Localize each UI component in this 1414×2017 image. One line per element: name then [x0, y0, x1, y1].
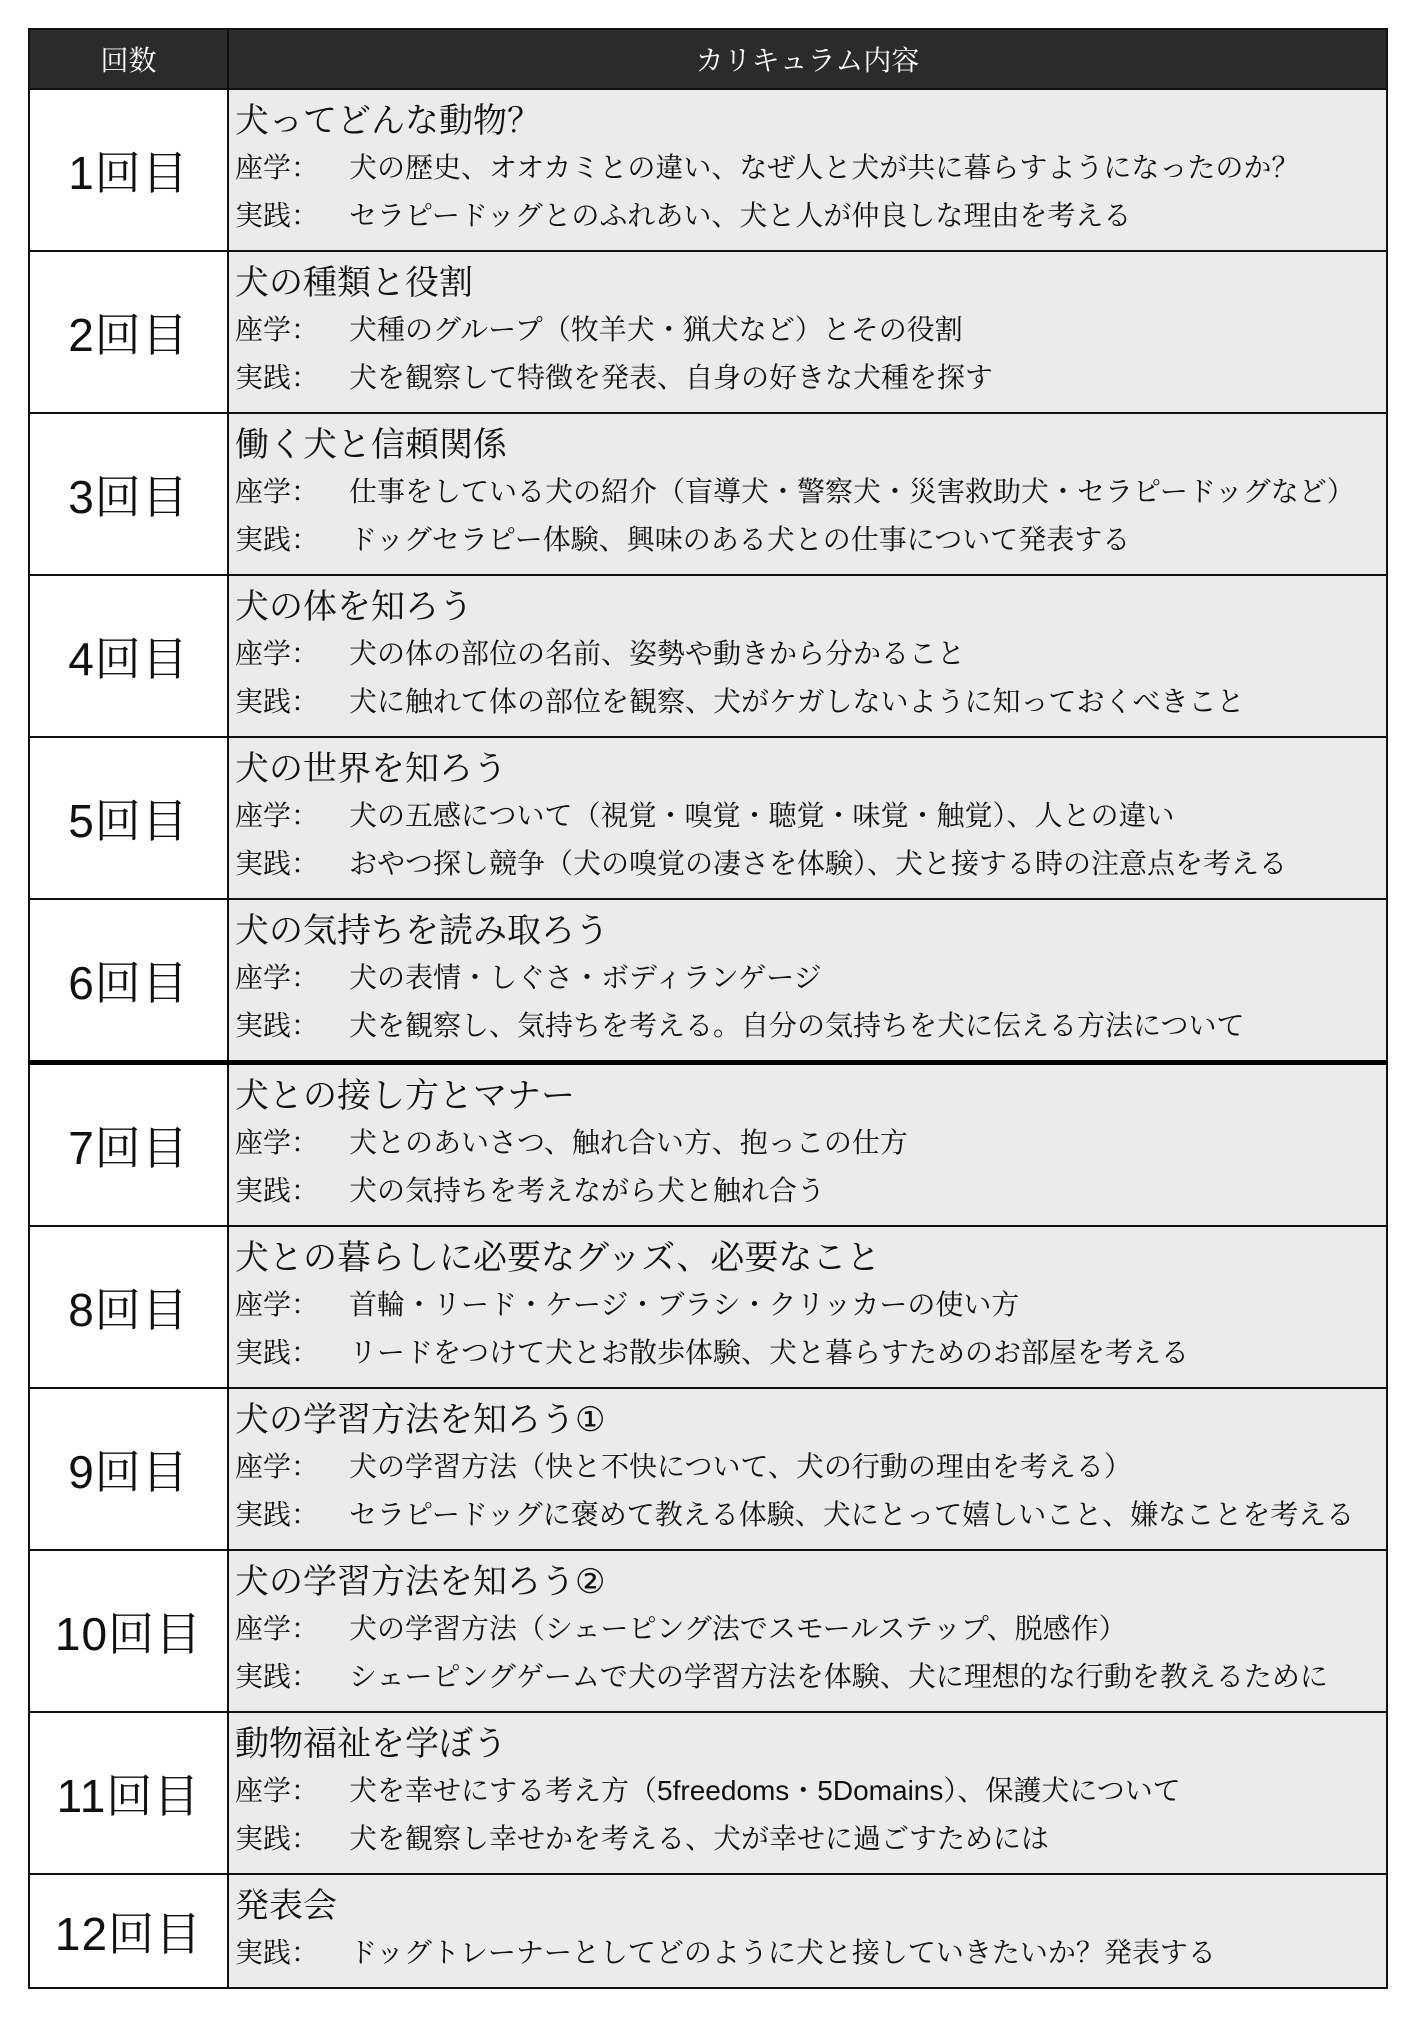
session-number: 1回目	[29, 89, 228, 251]
lecture-text: 犬とのあいさつ、触れ合い方、抱っこの仕方	[349, 1127, 908, 1158]
practice-text: セラピードッグとのふれあい、犬と人が仲良しな理由を考える	[349, 200, 1132, 231]
lecture-label: 座学：	[235, 1289, 320, 1320]
lecture-line	[235, 1443, 1378, 1491]
curriculum-cell	[228, 1063, 1387, 1227]
practice-label: 実践：	[235, 524, 320, 555]
practice-text: 犬の気持ちを考えながら犬と触れ合う	[349, 1175, 826, 1206]
lesson-title: 犬の学習方法を知ろう①	[235, 1401, 606, 1439]
table-row	[29, 89, 1387, 251]
lecture-text: 犬の表情・しぐさ・ボディランゲージ	[349, 962, 822, 993]
lecture-text: 首輪・リード・ケージ・ブラシ・クリッカーの使い方	[349, 1289, 1020, 1320]
lecture-label: 座学：	[235, 152, 320, 183]
table-row	[29, 575, 1387, 737]
lecture-label: 座学：	[235, 800, 320, 831]
practice-line	[235, 840, 1378, 888]
session-number: 4回目	[29, 575, 228, 737]
lecture-text: 犬を幸せにする考え方（5freedoms・5Domains）、保護犬について	[349, 1775, 1181, 1806]
lesson-title: 働く犬と信頼関係	[235, 426, 507, 464]
practice-line	[235, 1653, 1378, 1701]
practice-text: ドッグトレーナーとしてどのように犬と接していきたいか？発表する	[349, 1937, 1216, 1968]
header-row	[29, 29, 1387, 89]
table-row	[29, 1388, 1387, 1550]
practice-text: 犬に触れて体の部位を観察、犬がケガしないように知っておくべきこと	[349, 686, 1245, 717]
lecture-line	[235, 954, 1378, 1002]
practice-line	[235, 1491, 1378, 1539]
practice-line	[235, 354, 1378, 402]
lesson-title: 犬との接し方とマナー	[235, 1077, 575, 1115]
practice-text: おやつ探し競争（犬の嗅覚の凄さを体験）、犬と接する時の注意点を考える	[349, 848, 1288, 879]
practice-line	[235, 192, 1378, 240]
practice-line	[235, 678, 1378, 726]
lecture-label: 座学：	[235, 638, 320, 669]
curriculum-cell	[228, 1712, 1387, 1874]
practice-line	[235, 1815, 1378, 1863]
lecture-text: 犬の学習方法（シェーピング法でスモールステップ、脱感作）	[349, 1613, 1127, 1644]
lecture-line	[235, 306, 1378, 354]
lecture-line	[235, 792, 1378, 840]
col-header-content: カリキュラム内容	[228, 29, 1387, 89]
practice-label: 実践：	[235, 1661, 320, 1692]
session-number: 8回目	[29, 1226, 228, 1388]
curriculum-cell	[228, 575, 1387, 737]
curriculum-cell	[228, 1874, 1387, 1988]
lecture-line	[235, 1281, 1378, 1329]
practice-line	[235, 1167, 1378, 1215]
lecture-line	[235, 144, 1378, 192]
practice-label: 実践：	[235, 200, 320, 231]
lecture-label: 座学：	[235, 1775, 320, 1806]
table-row	[29, 737, 1387, 899]
lecture-label: 座学：	[235, 1451, 320, 1482]
session-number: 3回目	[29, 413, 228, 575]
lesson-title: 犬の気持ちを読み取ろう	[235, 912, 609, 950]
session-number: 7回目	[29, 1063, 228, 1227]
table-row	[29, 1712, 1387, 1874]
curriculum-cell	[228, 899, 1387, 1063]
session-number: 5回目	[29, 737, 228, 899]
practice-line	[235, 1002, 1378, 1050]
table-row	[29, 1874, 1387, 1988]
lesson-title: 犬の種類と役割	[235, 264, 473, 302]
curriculum-cell	[228, 413, 1387, 575]
session-number: 10回目	[29, 1550, 228, 1712]
curriculum-table	[28, 28, 1388, 1989]
lecture-label: 座学：	[235, 1613, 320, 1644]
session-number: 2回目	[29, 251, 228, 413]
lecture-text: 犬種のグループ（牧羊犬・猟犬など）とその役割	[349, 314, 963, 345]
lecture-line	[235, 468, 1378, 516]
practice-line	[235, 1329, 1378, 1377]
lecture-line	[235, 1119, 1378, 1167]
practice-label: 実践：	[235, 1010, 320, 1041]
practice-line	[235, 1929, 1378, 1977]
lecture-text: 犬の歴史、オオカミとの違い、なぜ人と犬が共に暮らすようになったのか？	[349, 152, 1300, 183]
curriculum-cell	[228, 1226, 1387, 1388]
lecture-text: 犬の五感について（視覚・嗅覚・聴覚・味覚・触覚）、人との違い	[349, 800, 1175, 831]
practice-text: シェーピングゲームで犬の学習方法を体験、犬に理想的な行動を教えるために	[349, 1661, 1328, 1692]
lecture-line	[235, 1605, 1378, 1653]
curriculum-cell	[228, 1388, 1387, 1550]
lesson-title: 犬の世界を知ろう	[235, 750, 507, 788]
curriculum-cell	[228, 737, 1387, 899]
practice-text: リードをつけて犬とお散歩体験、犬と暮らすためのお部屋を考える	[349, 1337, 1190, 1368]
session-number: 12回目	[29, 1874, 228, 1988]
table-row	[29, 899, 1387, 1063]
lecture-line	[235, 1767, 1378, 1815]
practice-label: 実践：	[235, 1499, 320, 1530]
lecture-line	[235, 630, 1378, 678]
lecture-label: 座学：	[235, 476, 320, 507]
practice-label: 実践：	[235, 686, 320, 717]
session-number: 11回目	[29, 1712, 228, 1874]
practice-label: 実践：	[235, 362, 320, 393]
practice-text: セラピードッグに褒めて教える体験、犬にとって嬉しいこと、嫌なことを考える	[349, 1499, 1355, 1530]
curriculum-cell	[228, 251, 1387, 413]
lecture-label: 座学：	[235, 314, 320, 345]
table-row	[29, 1550, 1387, 1712]
practice-label: 実践：	[235, 1823, 320, 1854]
lesson-title: 犬の学習方法を知ろう②	[235, 1563, 606, 1601]
lecture-text: 仕事をしている犬の紹介（盲導犬・警察犬・災害救助犬・セラピードッグなど）	[349, 476, 1355, 507]
practice-label: 実践：	[235, 848, 320, 879]
lecture-text: 犬の体の部位の名前、姿勢や動きから分かること	[349, 638, 966, 669]
lecture-text: 犬の学習方法（快と不快について、犬の行動の理由を考える）	[349, 1451, 1132, 1482]
col-header-session: 回数	[29, 29, 228, 89]
table-row	[29, 1226, 1387, 1388]
practice-label: 実践：	[235, 1337, 320, 1368]
practice-text: 犬を観察して特徴を発表、自身の好きな犬種を探す	[349, 362, 994, 393]
table-row	[29, 1063, 1387, 1227]
practice-text: ドッグセラピー体験、興味のある犬との仕事について発表する	[349, 524, 1131, 555]
practice-label: 実践：	[235, 1937, 320, 1968]
practice-label: 実践：	[235, 1175, 320, 1206]
session-number: 9回目	[29, 1388, 228, 1550]
lesson-title: 動物福祉を学ぼう	[235, 1725, 507, 1763]
lesson-title: 犬の体を知ろう	[235, 588, 473, 626]
practice-text: 犬を観察し幸せかを考える、犬が幸せに過ごすためには	[349, 1823, 1050, 1854]
session-number: 6回目	[29, 899, 228, 1063]
table-row	[29, 413, 1387, 575]
lesson-title: 犬との暮らしに必要なグッズ、必要なこと	[235, 1239, 881, 1277]
practice-text: 犬を観察し、気持ちを考える。自分の気持ちを犬に伝える方法について	[349, 1010, 1245, 1041]
curriculum-cell	[228, 1550, 1387, 1712]
practice-line	[235, 516, 1378, 564]
lecture-label: 座学：	[235, 1127, 320, 1158]
curriculum-cell	[228, 89, 1387, 251]
lecture-label: 座学：	[235, 962, 320, 993]
lesson-title: 発表会	[235, 1887, 337, 1925]
lesson-title: 犬ってどんな動物？	[235, 102, 541, 140]
table-row	[29, 251, 1387, 413]
